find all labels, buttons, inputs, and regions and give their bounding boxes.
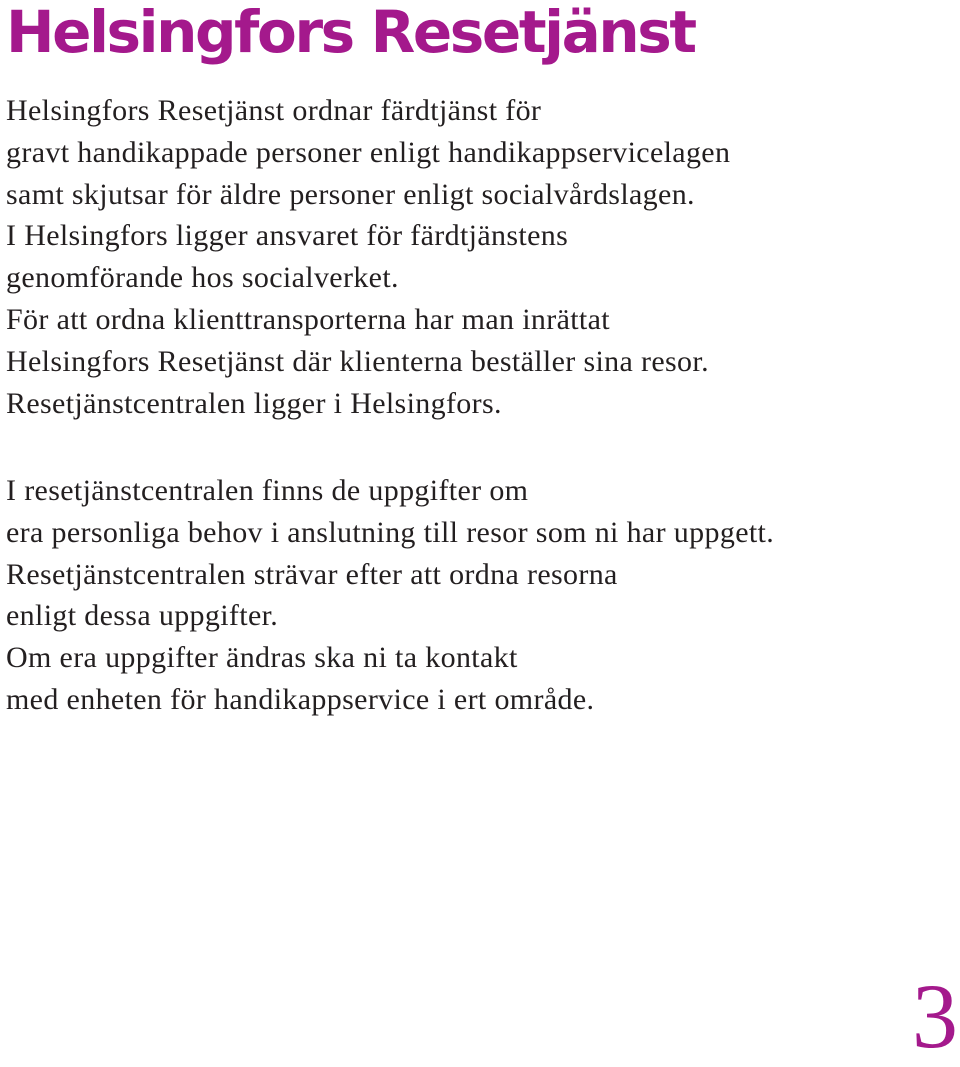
text-line: genomförande hos socialverket. <box>6 261 399 295</box>
text-line: era personliga behov i anslutning till resor som ni har uppgett. <box>6 515 775 549</box>
text-line: Helsingfors Resetjänst ordnar färdtjänst för <box>6 94 542 127</box>
text-line: Resetjänstcentralen strävar efter att ordna resorna <box>6 557 618 591</box>
page-title: Helsingfors Resetjänst <box>6 0 695 66</box>
text-line: För att ordna klienttransporterna har man inrättat <box>6 302 610 336</box>
text-line: enligt dessa uppgifter. <box>6 599 279 633</box>
text-line: samt skjutsar för äldre personer enligt socialvårdslagen. <box>6 177 695 211</box>
text-line: I Helsingfors ligger ansvaret för färdtjänstens <box>6 219 569 253</box>
text-line: Resetjänstcentralen ligger i Helsingfors. <box>6 386 502 420</box>
text-line: med enheten för handikappservice i ert område. <box>6 682 595 716</box>
text-line: Om era uppgifter ändras ska ni ta kontakt <box>6 641 518 675</box>
page-number: 3 <box>912 965 958 1067</box>
text-line: Helsingfors Resetjänst där klienterna beställer sina resor. <box>6 344 709 378</box>
text-line: gravt handikappade personer enligt handikappservicelagen <box>6 135 731 169</box>
paragraph-intro <box>6 90 730 424</box>
paragraph-information <box>6 470 774 721</box>
text-line: I resetjänstcentralen finns de uppgifter om <box>6 474 529 507</box>
